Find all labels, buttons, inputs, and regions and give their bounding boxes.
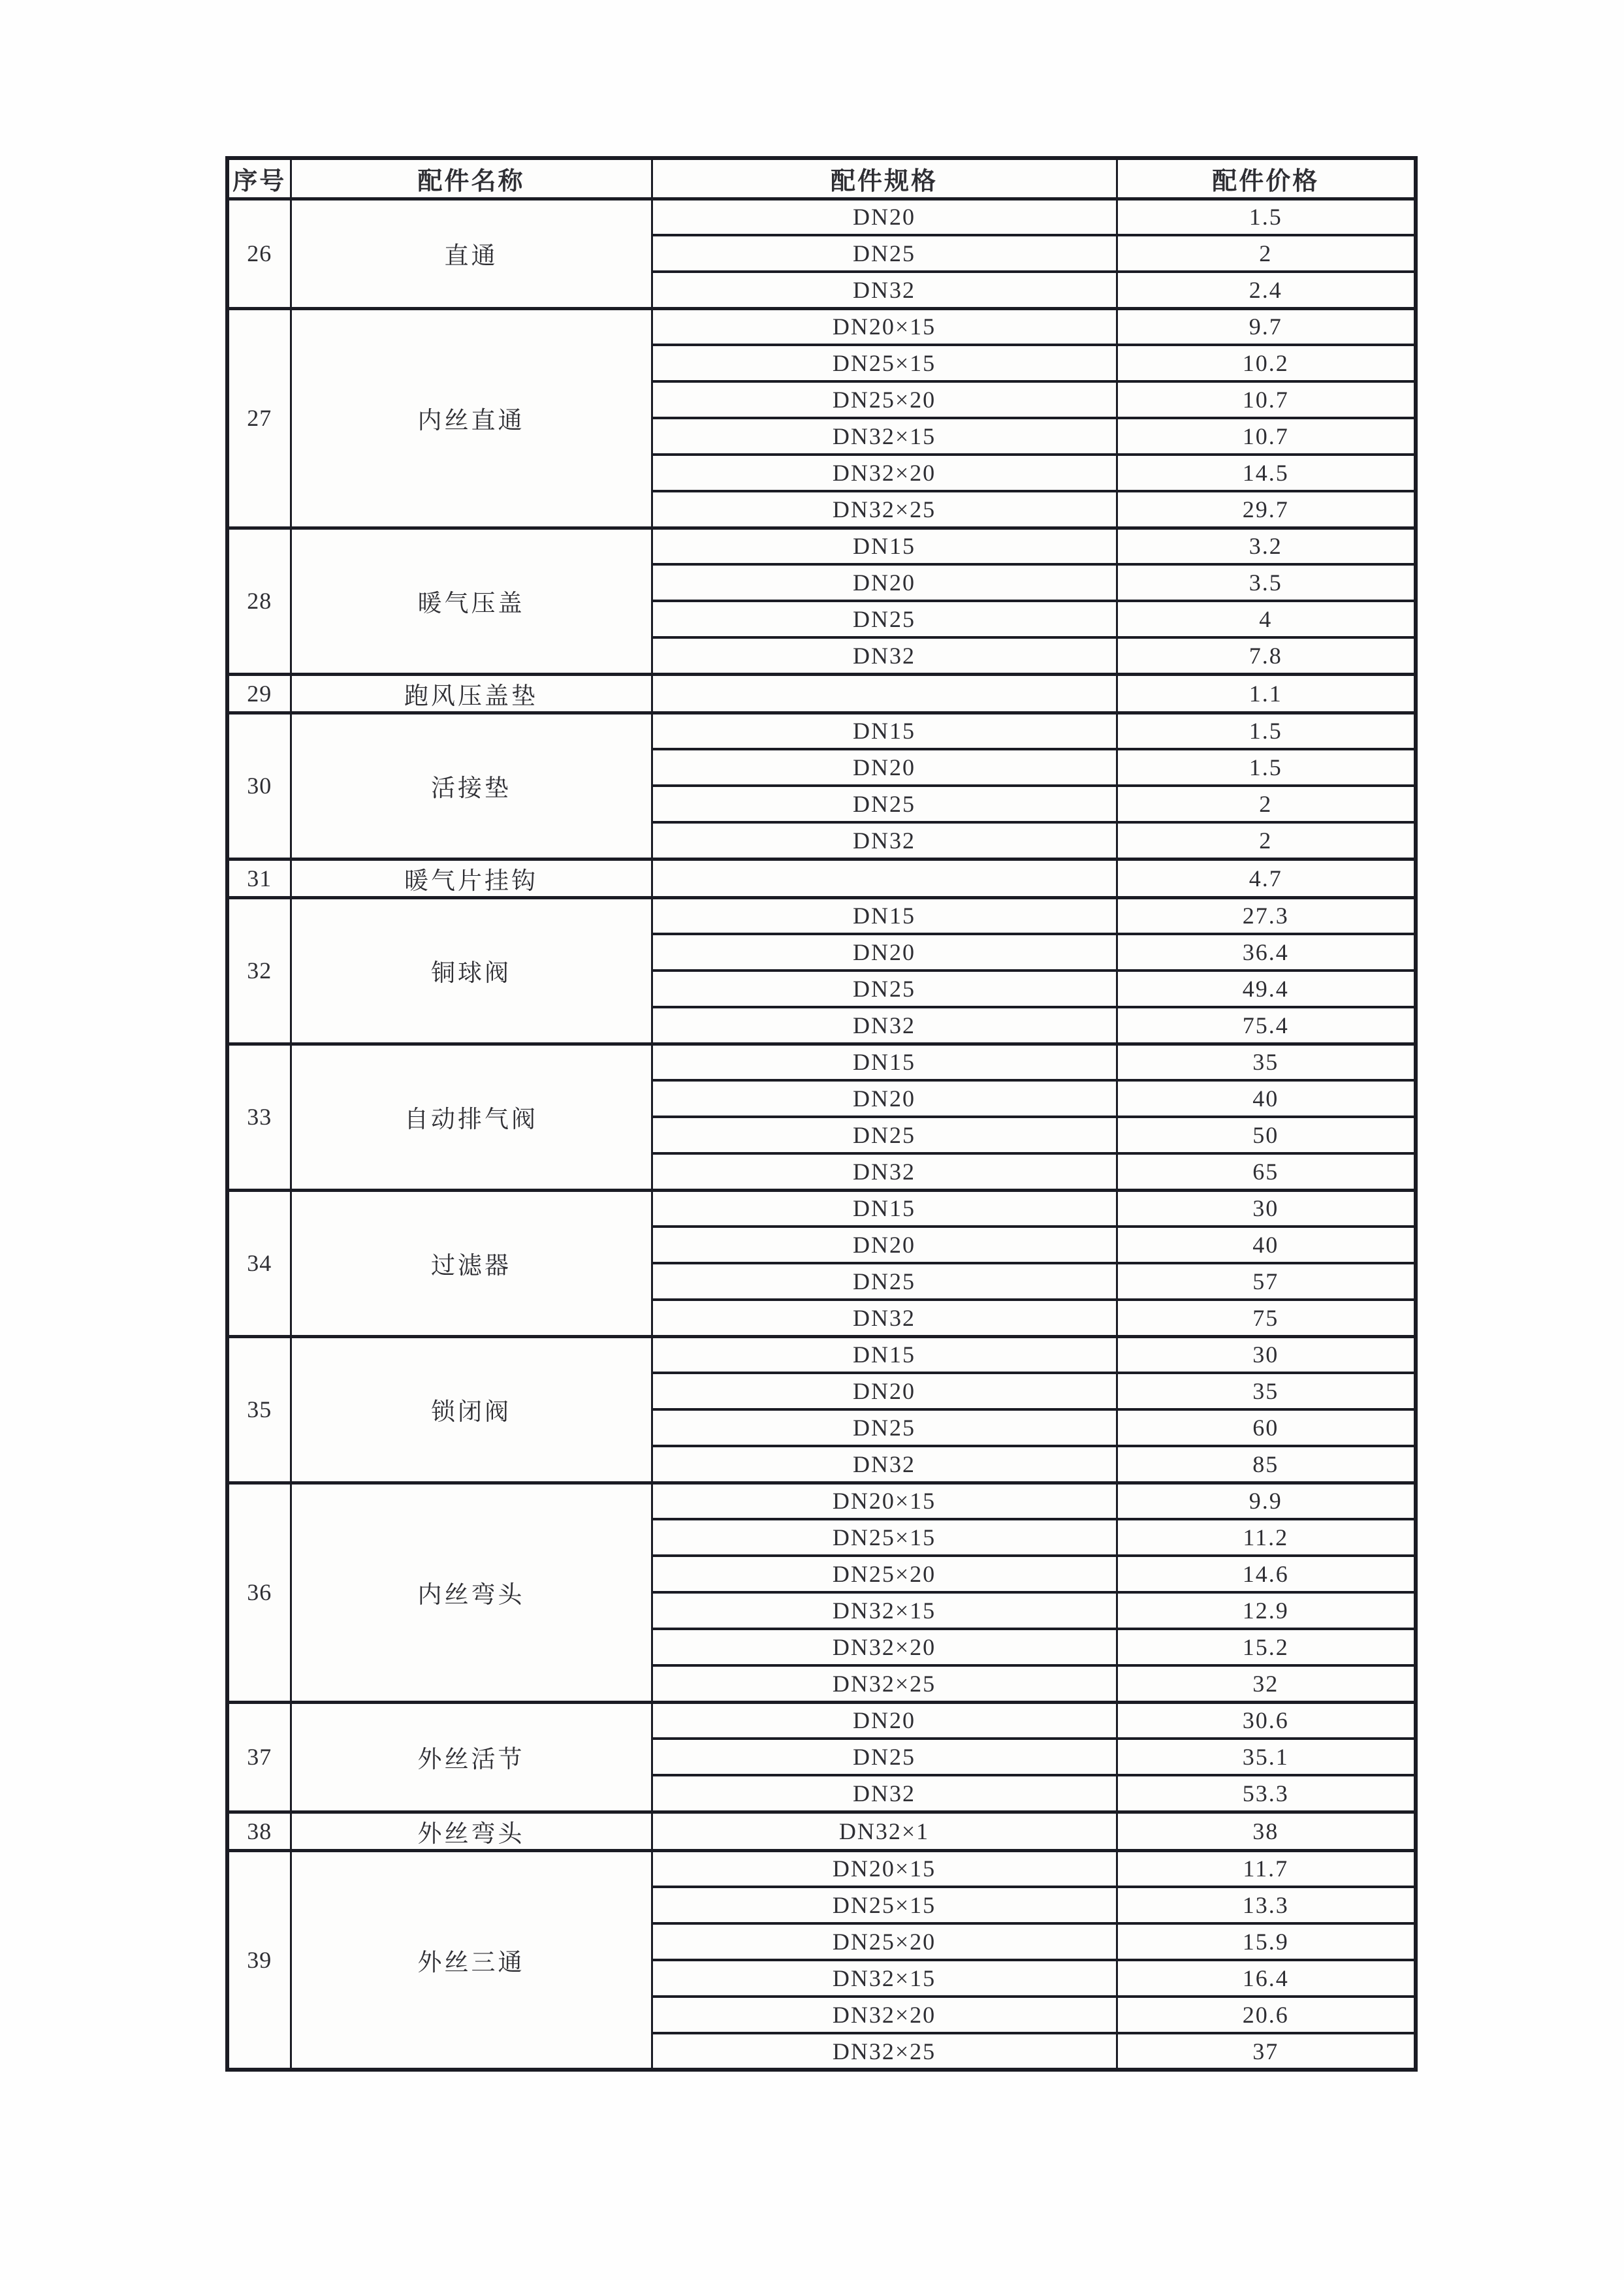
spec-cell: DN32 bbox=[652, 1300, 1117, 1336]
spec-cell: DN25×15 bbox=[652, 345, 1117, 381]
table-row bbox=[227, 1702, 1416, 1739]
spec-cell: DN32×25 bbox=[652, 1665, 1117, 1702]
price-cell: 4 bbox=[1117, 601, 1416, 637]
price-cell: 11.7 bbox=[1117, 1850, 1416, 1887]
price-cell: 36.4 bbox=[1117, 934, 1416, 971]
spec-cell: DN20×15 bbox=[652, 308, 1117, 345]
spec-cell: DN15 bbox=[652, 713, 1117, 749]
price-cell: 32 bbox=[1117, 1665, 1416, 1702]
spec-cell: DN15 bbox=[652, 897, 1117, 934]
price-cell: 2 bbox=[1117, 822, 1416, 859]
price-cell: 30.6 bbox=[1117, 1702, 1416, 1739]
price-cell: 30 bbox=[1117, 1190, 1416, 1227]
price-cell: 50 bbox=[1117, 1117, 1416, 1153]
spec-cell: DN32 bbox=[652, 637, 1117, 674]
header-part-price: 配件价格 bbox=[1117, 158, 1416, 199]
spec-cell: DN25 bbox=[652, 1739, 1117, 1775]
price-cell: 57 bbox=[1117, 1263, 1416, 1300]
table-row bbox=[227, 674, 1416, 713]
part-name-cell: 自动排气阀 bbox=[291, 1044, 652, 1190]
spec-cell: DN25 bbox=[652, 786, 1117, 822]
serial-number-cell: 27 bbox=[227, 308, 291, 528]
price-cell: 9.7 bbox=[1117, 308, 1416, 345]
price-cell: 1.5 bbox=[1117, 199, 1416, 235]
spec-cell: DN25×20 bbox=[652, 1923, 1117, 1960]
price-cell: 1.1 bbox=[1117, 674, 1416, 713]
spec-cell: DN20 bbox=[652, 1702, 1117, 1739]
price-cell: 49.4 bbox=[1117, 971, 1416, 1007]
price-cell: 3.5 bbox=[1117, 564, 1416, 601]
table-row bbox=[227, 308, 1416, 345]
part-name-cell: 外丝弯头 bbox=[291, 1812, 652, 1850]
price-cell: 1.5 bbox=[1117, 749, 1416, 786]
price-cell: 12.9 bbox=[1117, 1592, 1416, 1629]
price-cell: 75 bbox=[1117, 1300, 1416, 1336]
part-name-cell: 暖气片挂钩 bbox=[291, 859, 652, 897]
price-cell: 3.2 bbox=[1117, 528, 1416, 564]
header-serial-number: 序号 bbox=[227, 158, 291, 199]
header-row bbox=[227, 158, 1416, 199]
serial-number-cell: 26 bbox=[227, 199, 291, 308]
price-cell: 65 bbox=[1117, 1153, 1416, 1190]
spec-cell: DN32 bbox=[652, 1153, 1117, 1190]
price-cell: 40 bbox=[1117, 1227, 1416, 1263]
part-name-cell: 锁闭阀 bbox=[291, 1336, 652, 1483]
serial-number-cell: 31 bbox=[227, 859, 291, 897]
spec-cell: DN25 bbox=[652, 235, 1117, 272]
part-name-cell: 内丝弯头 bbox=[291, 1483, 652, 1702]
spec-cell: DN32×15 bbox=[652, 1592, 1117, 1629]
price-cell: 2 bbox=[1117, 235, 1416, 272]
price-cell: 35.1 bbox=[1117, 1739, 1416, 1775]
price-cell: 10.2 bbox=[1117, 345, 1416, 381]
part-name-cell: 活接垫 bbox=[291, 713, 652, 859]
spec-cell: DN32×15 bbox=[652, 418, 1117, 455]
spec-cell: DN25 bbox=[652, 1117, 1117, 1153]
price-cell: 38 bbox=[1117, 1812, 1416, 1850]
spec-cell: DN20×15 bbox=[652, 1483, 1117, 1519]
part-name-cell: 过滤器 bbox=[291, 1190, 652, 1336]
price-cell: 20.6 bbox=[1117, 1997, 1416, 2033]
spec-cell: DN32×20 bbox=[652, 455, 1117, 491]
serial-number-cell: 35 bbox=[227, 1336, 291, 1483]
part-name-cell: 外丝活节 bbox=[291, 1702, 652, 1812]
spec-cell: DN32 bbox=[652, 1775, 1117, 1812]
price-cell: 30 bbox=[1117, 1336, 1416, 1373]
spec-cell: DN15 bbox=[652, 1190, 1117, 1227]
serial-number-cell: 30 bbox=[227, 713, 291, 859]
price-cell: 2 bbox=[1117, 786, 1416, 822]
spec-cell: DN25×20 bbox=[652, 381, 1117, 418]
price-cell: 16.4 bbox=[1117, 1960, 1416, 1997]
spec-cell: DN15 bbox=[652, 1336, 1117, 1373]
header-part-name: 配件名称 bbox=[291, 158, 652, 199]
table-row bbox=[227, 1850, 1416, 1887]
serial-number-cell: 33 bbox=[227, 1044, 291, 1190]
spec-cell: DN15 bbox=[652, 1044, 1117, 1080]
price-cell: 29.7 bbox=[1117, 491, 1416, 528]
spec-cell: DN20 bbox=[652, 199, 1117, 235]
price-cell: 15.9 bbox=[1117, 1923, 1416, 1960]
price-cell: 7.8 bbox=[1117, 637, 1416, 674]
spec-cell: DN15 bbox=[652, 528, 1117, 564]
spec-cell: DN20×15 bbox=[652, 1850, 1117, 1887]
price-cell: 27.3 bbox=[1117, 897, 1416, 934]
part-name-cell: 铜球阀 bbox=[291, 897, 652, 1044]
spec-cell: DN32×20 bbox=[652, 1997, 1117, 2033]
price-cell: 40 bbox=[1117, 1080, 1416, 1117]
table-row bbox=[227, 859, 1416, 897]
price-cell: 13.3 bbox=[1117, 1887, 1416, 1923]
spec-cell: DN20 bbox=[652, 1373, 1117, 1409]
price-cell: 1.5 bbox=[1117, 713, 1416, 749]
price-cell: 15.2 bbox=[1117, 1629, 1416, 1665]
spec-cell bbox=[652, 859, 1117, 897]
table-row bbox=[227, 1190, 1416, 1227]
price-cell: 37 bbox=[1117, 2033, 1416, 2070]
part-name-cell: 外丝三通 bbox=[291, 1850, 652, 2070]
serial-number-cell: 34 bbox=[227, 1190, 291, 1336]
price-cell: 9.9 bbox=[1117, 1483, 1416, 1519]
spec-cell: DN25 bbox=[652, 971, 1117, 1007]
price-cell: 35 bbox=[1117, 1373, 1416, 1409]
serial-number-cell: 29 bbox=[227, 674, 291, 713]
serial-number-cell: 28 bbox=[227, 528, 291, 674]
part-name-cell: 直通 bbox=[291, 199, 652, 308]
header-part-spec: 配件规格 bbox=[652, 158, 1117, 199]
price-cell: 2.4 bbox=[1117, 272, 1416, 308]
price-cell: 14.5 bbox=[1117, 455, 1416, 491]
spec-cell: DN32×25 bbox=[652, 2033, 1117, 2070]
price-cell: 85 bbox=[1117, 1446, 1416, 1483]
serial-number-cell: 37 bbox=[227, 1702, 291, 1812]
price-cell: 53.3 bbox=[1117, 1775, 1416, 1812]
spec-cell: DN32 bbox=[652, 272, 1117, 308]
price-cell: 10.7 bbox=[1117, 381, 1416, 418]
serial-number-cell: 39 bbox=[227, 1850, 291, 2070]
table-row bbox=[227, 897, 1416, 934]
spec-cell: DN32 bbox=[652, 1446, 1117, 1483]
table-row bbox=[227, 1044, 1416, 1080]
spec-cell: DN25 bbox=[652, 601, 1117, 637]
spec-cell: DN20 bbox=[652, 564, 1117, 601]
part-name-cell: 内丝直通 bbox=[291, 308, 652, 528]
spec-cell: DN20 bbox=[652, 934, 1117, 971]
table-row bbox=[227, 199, 1416, 235]
price-cell: 11.2 bbox=[1117, 1519, 1416, 1556]
part-name-cell: 跑风压盖垫 bbox=[291, 674, 652, 713]
spec-cell: DN32 bbox=[652, 822, 1117, 859]
spec-cell: DN32×1 bbox=[652, 1812, 1117, 1850]
price-cell: 14.6 bbox=[1117, 1556, 1416, 1592]
serial-number-cell: 38 bbox=[227, 1812, 291, 1850]
serial-number-cell: 32 bbox=[227, 897, 291, 1044]
price-cell: 60 bbox=[1117, 1409, 1416, 1446]
serial-number-cell: 36 bbox=[227, 1483, 291, 1702]
spec-cell: DN20 bbox=[652, 1227, 1117, 1263]
spec-cell: DN25×15 bbox=[652, 1887, 1117, 1923]
table-row bbox=[227, 1483, 1416, 1519]
part-name-cell: 暖气压盖 bbox=[291, 528, 652, 674]
table-row bbox=[227, 713, 1416, 749]
spec-cell: DN32×20 bbox=[652, 1629, 1117, 1665]
parts-price-table bbox=[225, 156, 1418, 2072]
price-cell: 4.7 bbox=[1117, 859, 1416, 897]
spec-cell: DN32×25 bbox=[652, 491, 1117, 528]
table-row bbox=[227, 1812, 1416, 1850]
spec-cell: DN32 bbox=[652, 1007, 1117, 1044]
price-cell: 10.7 bbox=[1117, 418, 1416, 455]
spec-cell bbox=[652, 674, 1117, 713]
spec-cell: DN25 bbox=[652, 1409, 1117, 1446]
price-cell: 75.4 bbox=[1117, 1007, 1416, 1044]
spec-cell: DN20 bbox=[652, 1080, 1117, 1117]
table-row bbox=[227, 528, 1416, 564]
spec-cell: DN25 bbox=[652, 1263, 1117, 1300]
price-cell: 35 bbox=[1117, 1044, 1416, 1080]
spec-cell: DN25×15 bbox=[652, 1519, 1117, 1556]
spec-cell: DN32×15 bbox=[652, 1960, 1117, 1997]
spec-cell: DN25×20 bbox=[652, 1556, 1117, 1592]
spec-cell: DN20 bbox=[652, 749, 1117, 786]
table-row bbox=[227, 1336, 1416, 1373]
